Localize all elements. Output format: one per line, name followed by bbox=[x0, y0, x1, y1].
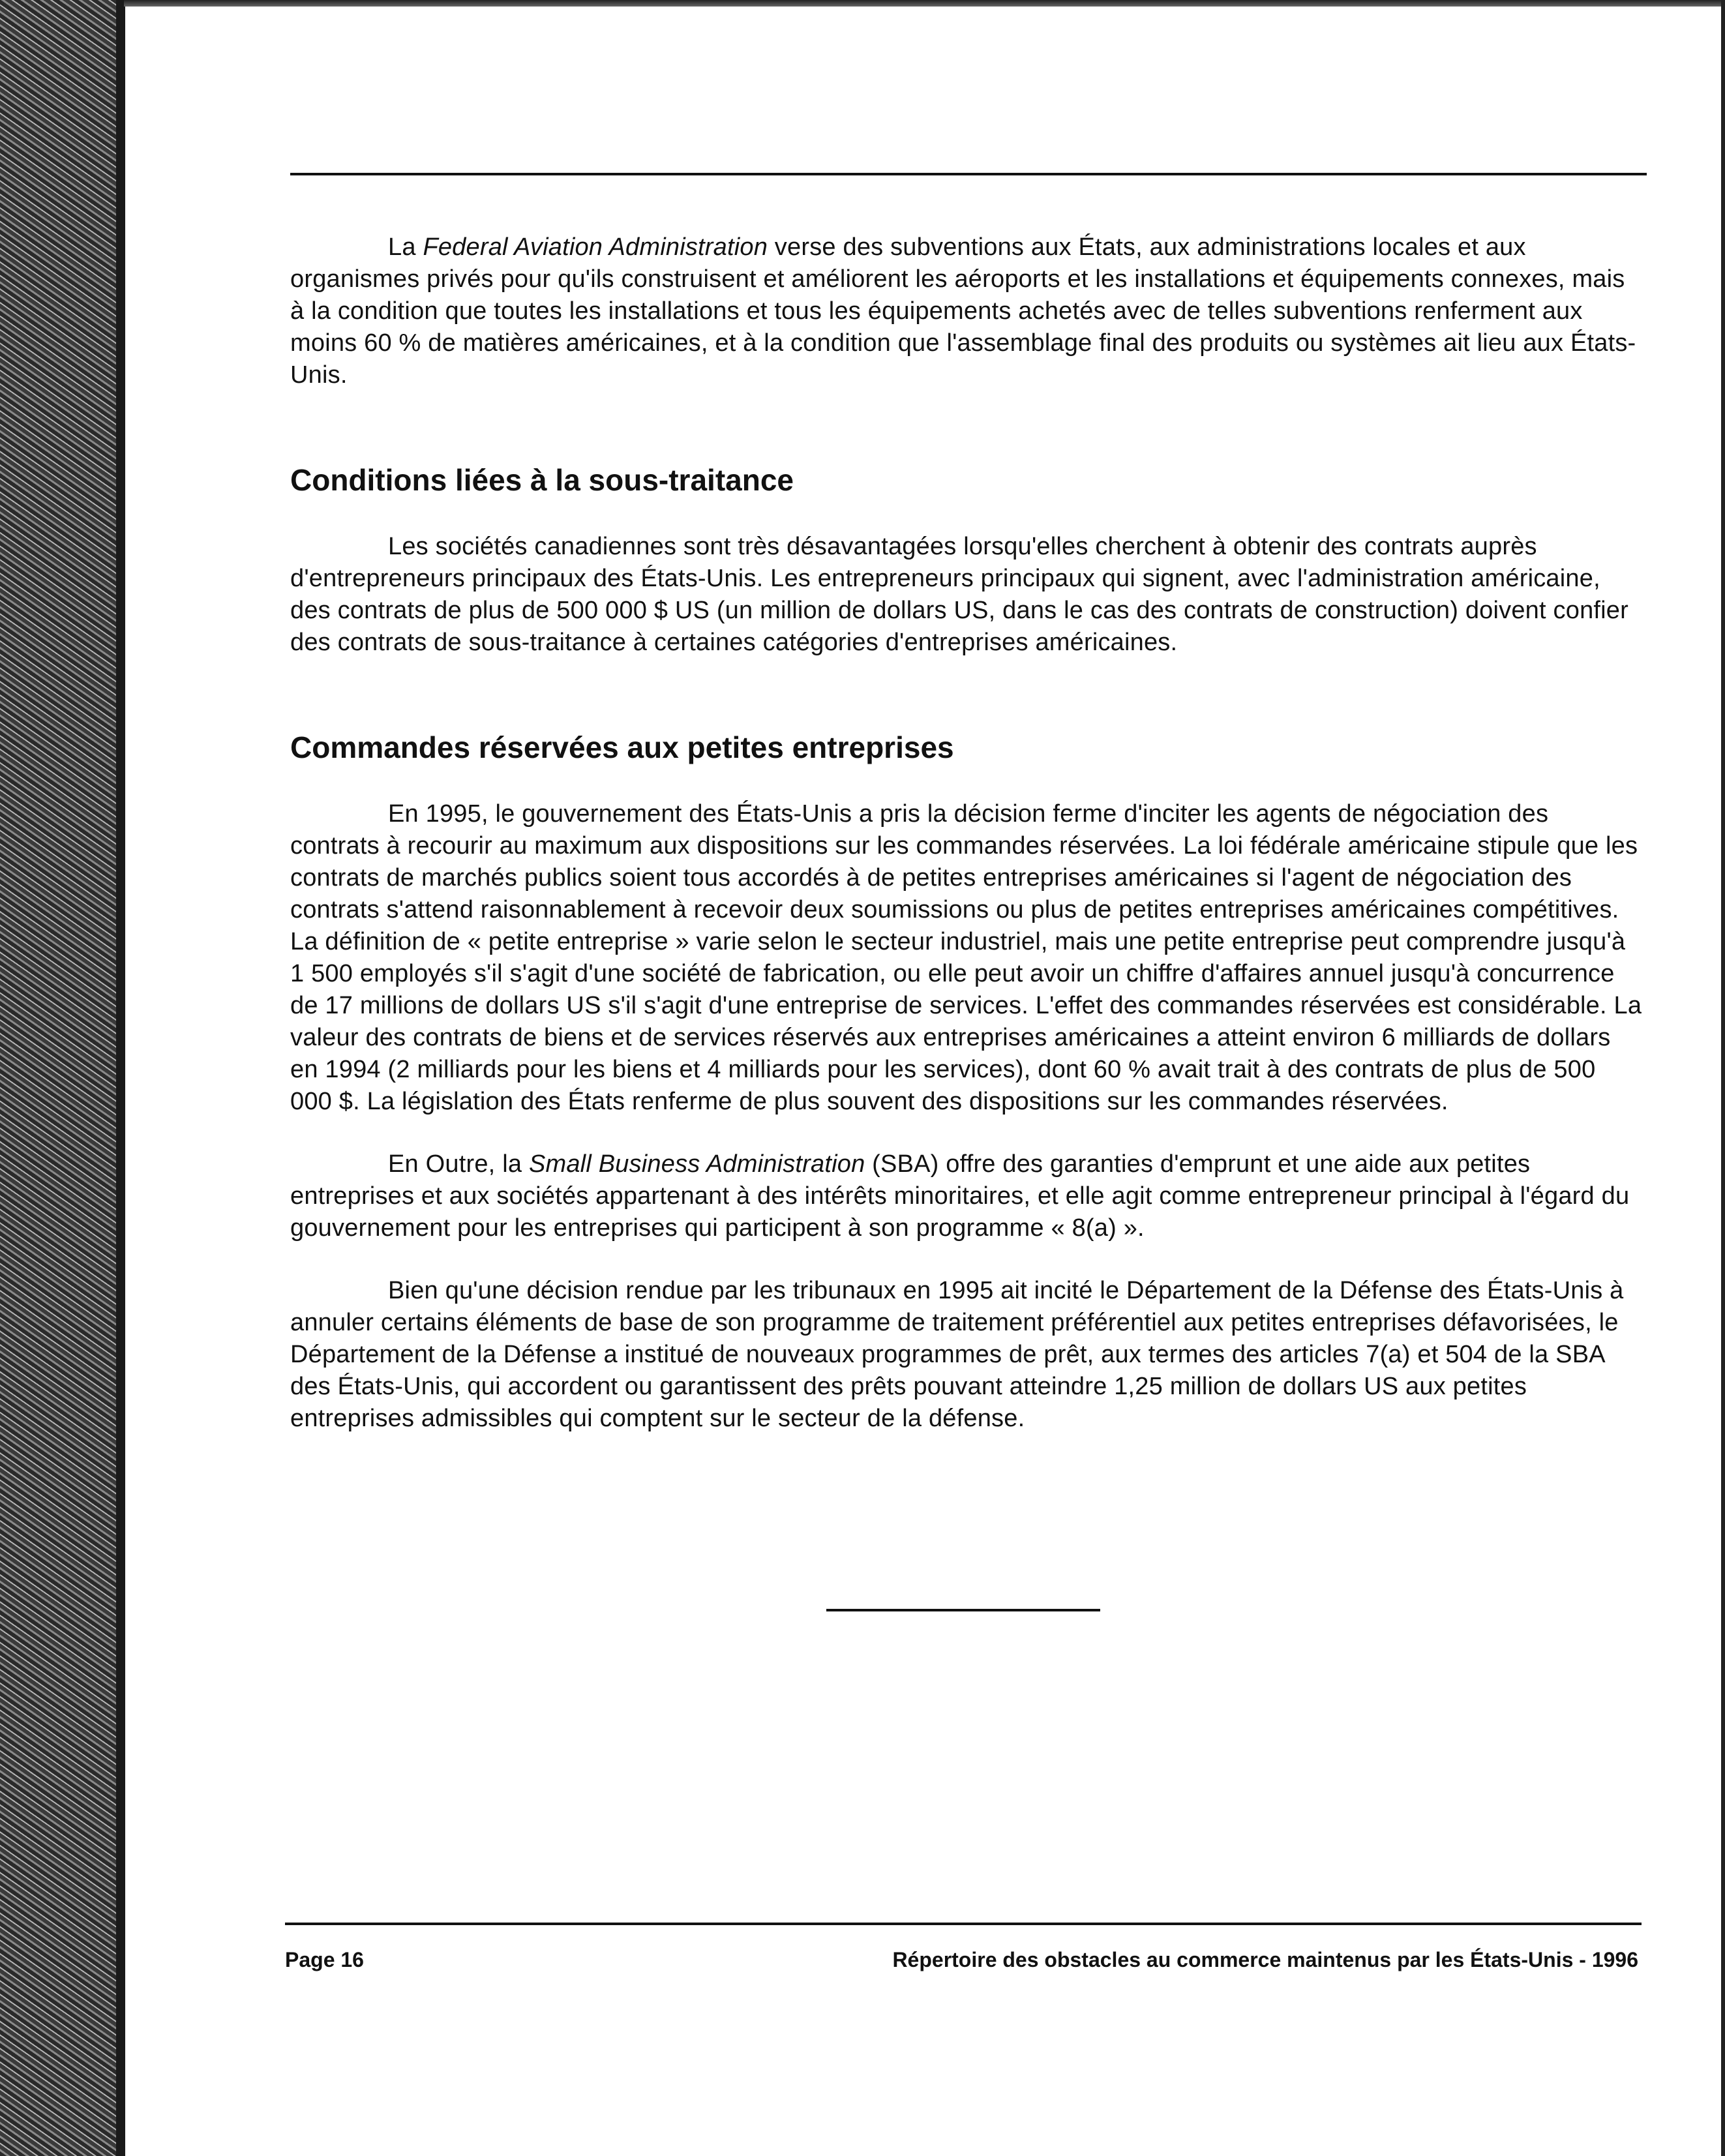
footer-title: Répertoire des obstacles au commerce maintenus par les États-Unis - 1996 bbox=[892, 1948, 1638, 1971]
scan-right-edge bbox=[1721, 0, 1725, 2156]
paragraph-sba bbox=[290, 1148, 1643, 1244]
footer-rule bbox=[285, 1923, 1642, 1925]
paragraph-set-asides: En 1995, le gouvernement des États-Unis a pris la décision ferme d'inciter les agents de négociation des contrats à recourir au maximum aux dispositions sur les commandes réservées. La loi fédérale américaine stipule que les contrats de marchés publics soient tous accordés à de petites entreprises américaines si l'agent de négociation des contrats s'attend raisonnablement à recevoir deux soumissions ou plus de petites entreprises américaines compétitives. La définition de « petite entreprise » varie selon le secteur industriel, mais une petite entreprise peut comprendre jusqu'à 1 500 employés s'il s'agit d'une société de fabrication, ou elle peut avoir un chiffre d'affaires annuel jusqu'à concurrence de 17 millions de dollars US s'il s'agit d'une entreprise de services. L'effet des commandes réservées est considérable. La valeur des contrats de biens et de services réservés aux entreprises américaines a atteint environ 6 milliards de dollars en 1994 (2 milliards pour les biens et 4 milliards pour les services), dont 60 % avait trait à des contrats de plus de 500 000 $. La législation des États renferme de plus souvent des dispositions sur les commandes réservées. bbox=[290, 800, 1642, 1115]
document-body bbox=[290, 232, 1643, 1435]
paragraph-faa bbox=[290, 232, 1643, 391]
heading-set-asides: Commandes réservées aux petites entreprises bbox=[290, 730, 954, 764]
scan-binding-shadow bbox=[116, 0, 125, 2156]
paragraph-subcontracting: Les sociétés canadiennes sont très désavantagées lorsqu'elles cherchent à obtenir des contrats auprès d'entrepreneurs principaux des États-Unis. Les entrepreneurs principaux qui signent, avec l'administration américaine, des contrats de plus de 500 000 $ US (un million de dollars US, dans le cas des contrats de construction) doivent confier des contrats de sous-traitance à certaines catégories d'entreprises américaines. bbox=[290, 533, 1628, 656]
heading-subcontracting: Conditions liées à la sous-traitance bbox=[290, 463, 794, 497]
paragraph-faa-lead: La bbox=[388, 233, 423, 261]
scan-binding-edge bbox=[0, 0, 124, 2156]
header-rule bbox=[290, 173, 1647, 175]
scan-top-edge bbox=[124, 0, 1725, 7]
faa-name: Federal Aviation Administration bbox=[423, 233, 768, 261]
paragraph-defense: Bien qu'une décision rendue par les tribunaux en 1995 ait incité le Département de la Défense des États-Unis à annuler certains éléments de base de son programme de traitement préférentiel aux petites entreprises défavorisées, le Département de la Défense a institué de nouveaux programmes de prêt, aux termes des articles 7(a) et 504 de la SBA des États-Unis, qui accordent ou garantissent des prêts pouvant atteindre 1,25 million de dollars US aux petites entreprises admissibles qui comptent sur le secteur de la défense. bbox=[290, 1277, 1624, 1432]
paragraph-sba-text: (SBA) offre des garanties d'emprunt et une aide aux petites entreprises et aux sociétés appartenant à des intérêts minoritaires, et elle agit comme entrepreneur principal à l'égard du gouvernement pour les entreprises qui participent à son programme « 8(a) ». bbox=[290, 1150, 1630, 1242]
paragraph-faa-text: verse des subventions aux États, aux administrations locales et aux organismes privés pour qu'ils construisent et améliorent les aéroports et les installations et équipements connexes, mais à la condition que toutes les installations et tous les équipements achetés avec de telles subventions renferment aux moins 60 % de matières américaines, et à la condition que l'assemblage final des produits ou systèmes ait lieu aux États-Unis. bbox=[290, 233, 1636, 389]
paragraph-sba-lead: En Outre, la bbox=[388, 1150, 529, 1178]
sba-name: Small Business Administration bbox=[528, 1150, 865, 1178]
page-number: Page 16 bbox=[285, 1948, 364, 1971]
section-end-rule bbox=[826, 1609, 1100, 1611]
